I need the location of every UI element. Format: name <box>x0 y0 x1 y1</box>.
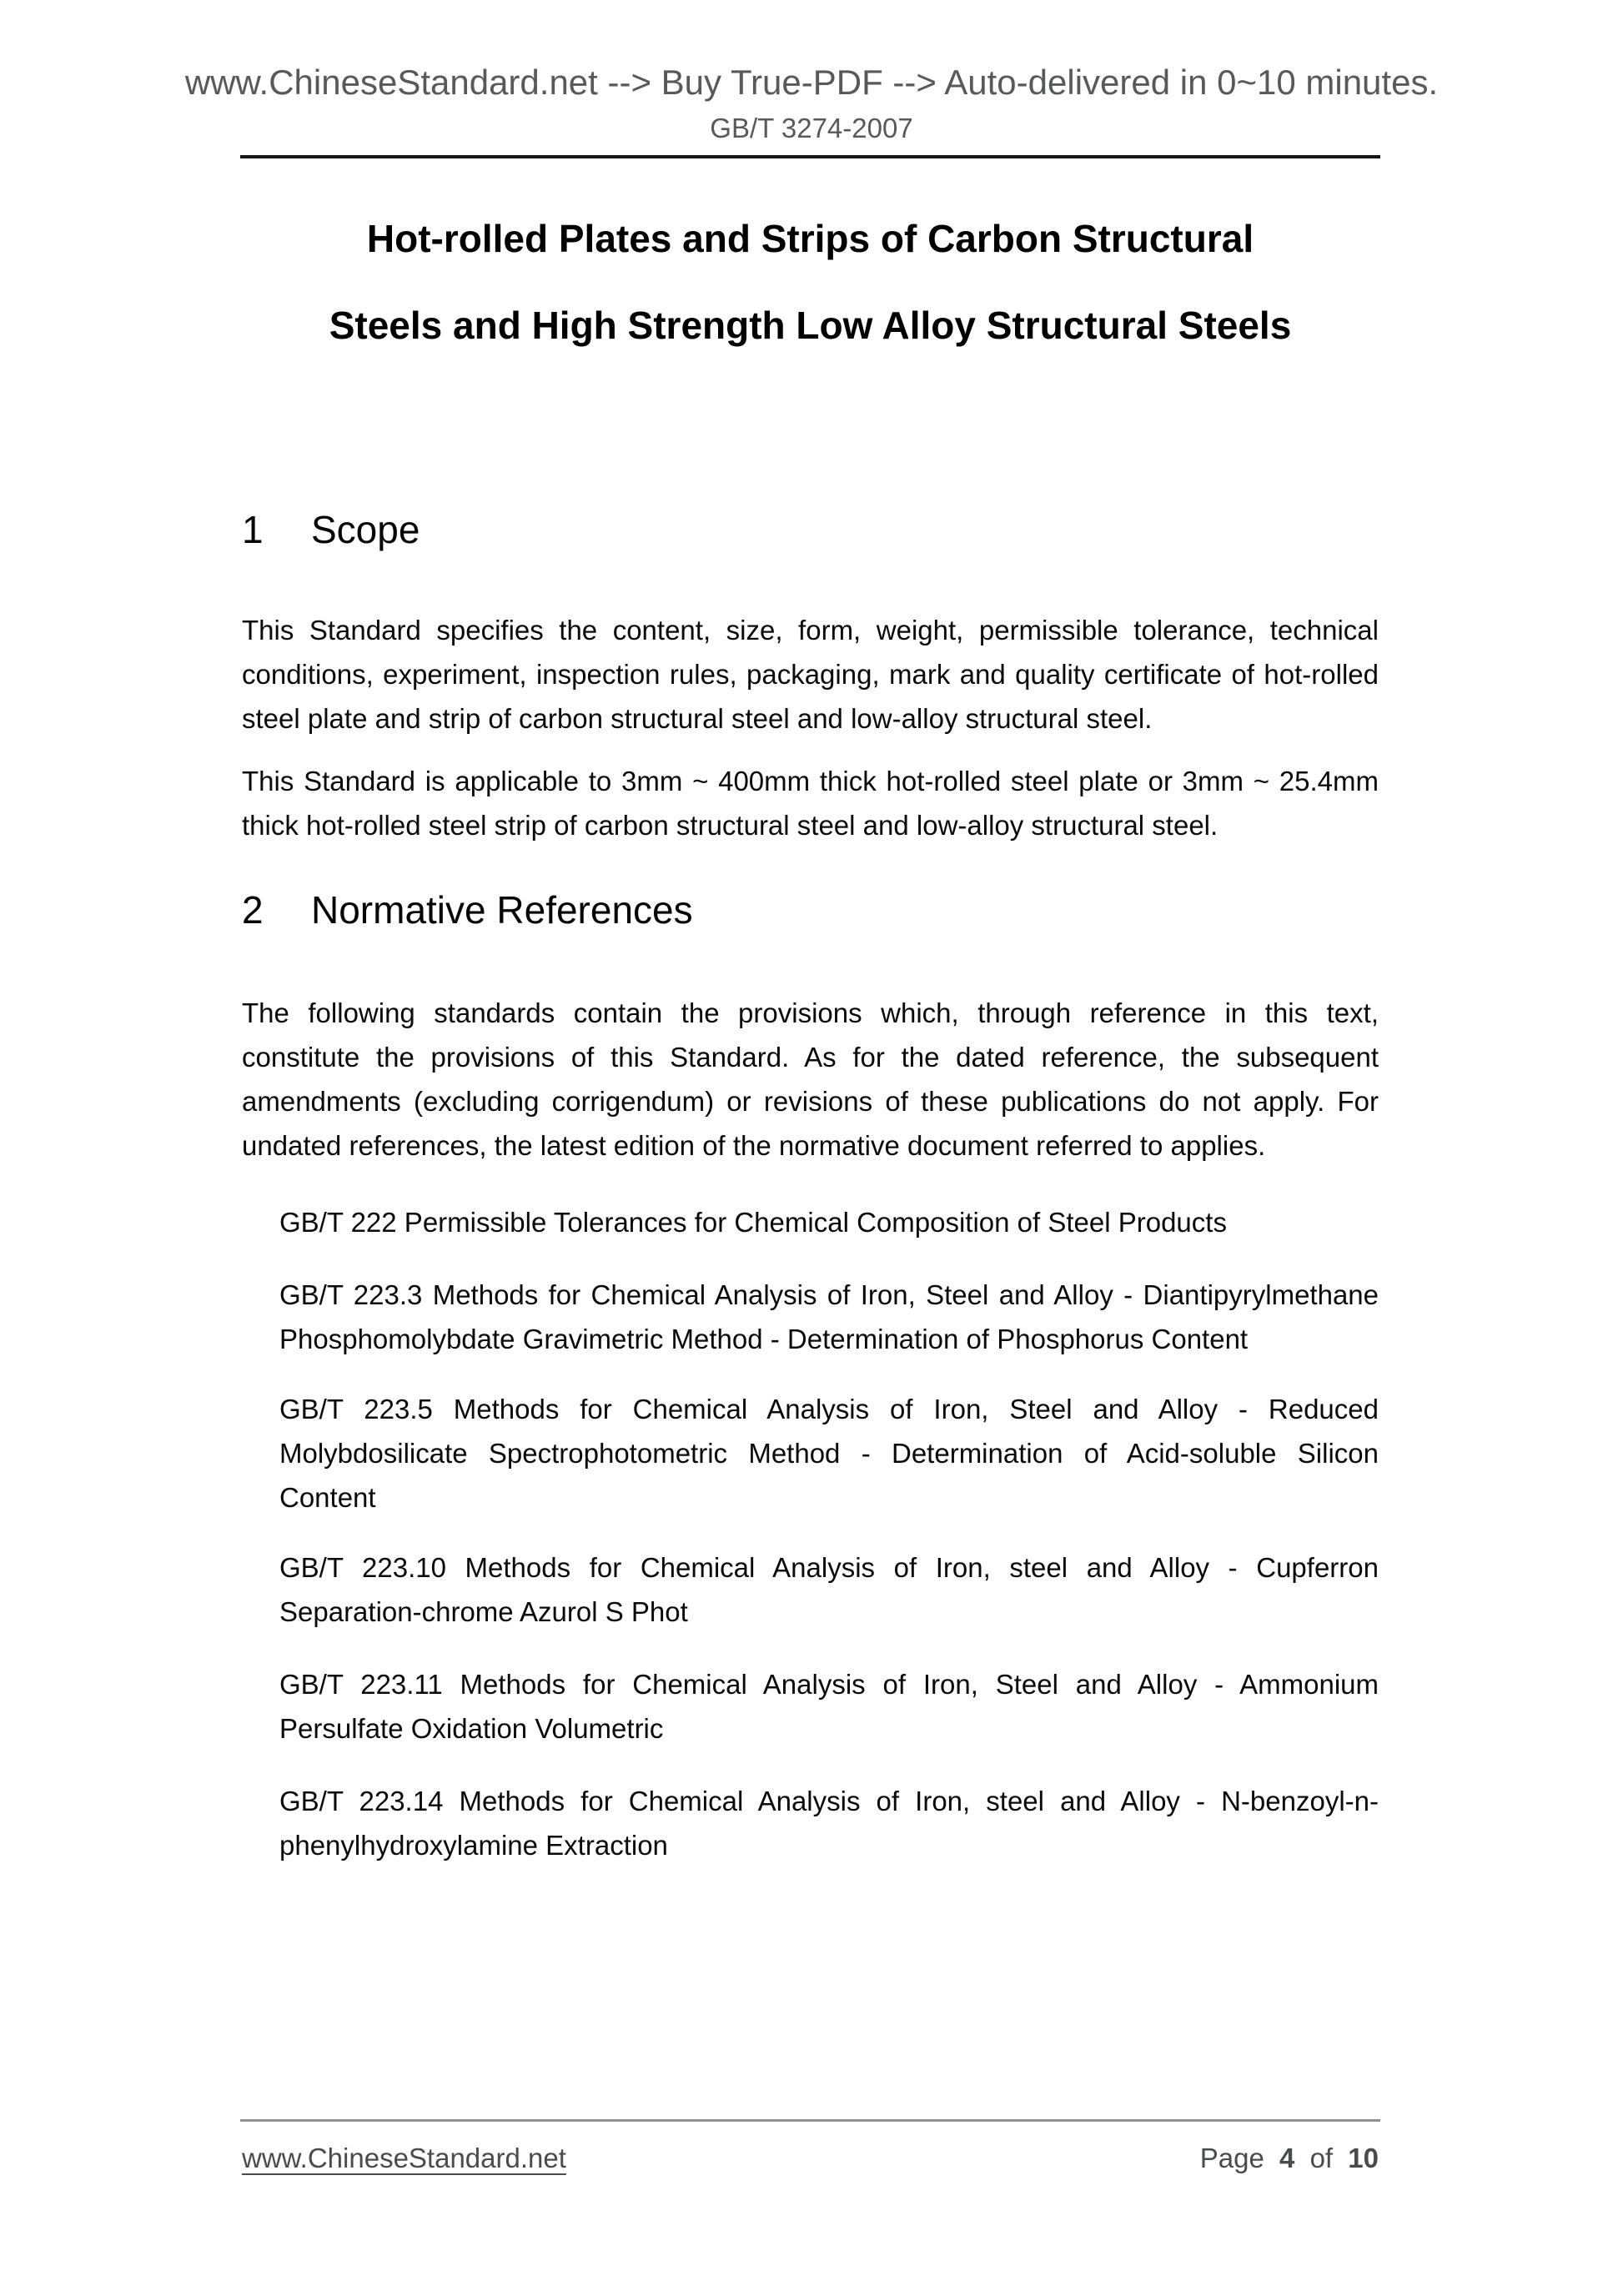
reference-item-6: GB/T 223.14 Methods for Chemical Analysis of Iron, steel and Alloy - N-benzoyl-n-phenylhydroxylamine Extraction <box>279 1786 1379 1861</box>
section-2-title: Normative References <box>311 888 693 932</box>
section-2-paragraph-1: The following standards contain the provisions which, through reference in this text, constitute the provisions of this Standard. As for the dated reference, the subsequent amendments (excluding corrigendum) or revisions of these publications do not apply. For undated references, the latest edition of the normative document referred to applies. <box>242 997 1379 1161</box>
document-title-line-2: Steels and High Strength Low Alloy Structural Steels <box>329 304 1292 347</box>
reference-item-5: GB/T 223.11 Methods for Chemical Analysis of Iron, Steel and Alloy - Ammonium Persulfate Oxidation Volumetric <box>279 1669 1379 1744</box>
header-promo-text: www.ChineseStandard.net --> Buy True-PDF --> Auto-delivered in 0~10 minutes. <box>184 63 1439 102</box>
section-2-number: 2 <box>242 888 264 932</box>
page-total: 10 <box>1348 2143 1379 2173</box>
section-1-title: Scope <box>311 508 420 551</box>
document-title <box>242 195 1379 369</box>
reference-item-3: GB/T 223.5 Methods for Chemical Analysis of Iron, Steel and Alloy - Reduced Molybdosilicate Spectrophotometric Method - Determination of Acid-soluble Silicon Content <box>279 1394 1379 1513</box>
section-1-paragraph-1: This Standard specifies the content, size, form, weight, permissible tolerance, technical conditions, experiment, inspection rules, packaging, mark and quality certificate of hot-rolled steel plate and strip of carbon structural steel and low-alloy structural steel. <box>242 615 1379 734</box>
page-of-word: of <box>1309 2143 1334 2173</box>
reference-item-4: GB/T 223.10 Methods for Chemical Analysis of Iron, steel and Alloy - Cupferron Separation-chrome Azurol S Phot <box>279 1552 1379 1627</box>
header-standard-code: GB/T 3274-2007 <box>710 113 913 143</box>
reference-item-1: GB/T 222 Permissible Tolerances for Chemical Composition of Steel Products <box>279 1207 1227 1238</box>
reference-item-2: GB/T 223.3 Methods for Chemical Analysis of Iron, Steel and Alloy - Diantipyrylmethane Phosphomolybdate Gravimetric Method - Determination of Phosphorus Content <box>279 1279 1379 1354</box>
page-word: Page <box>1199 2143 1264 2173</box>
page-number: 4 <box>1279 2143 1295 2173</box>
page-indicator <box>1200 2140 1379 2177</box>
footer-divider-line <box>240 2119 1380 2122</box>
section-1-number: 1 <box>242 508 264 551</box>
footer <box>242 2140 1379 2177</box>
document-body <box>242 0 1379 1867</box>
section-1-paragraph-2: This Standard is applicable to 3mm ~ 400mm thick hot-rolled steel plate or 3mm ~ 25.4mm thick hot-rolled steel strip of carbon structural steel and low-alloy structural steel. <box>242 766 1379 841</box>
footer-site-link[interactable]: www.ChineseStandard.net <box>242 2143 566 2173</box>
section-1-heading <box>242 510 1379 549</box>
document-title-line-1: Hot-rolled Plates and Strips of Carbon Structural <box>366 217 1254 260</box>
section-2-heading <box>242 888 1379 932</box>
